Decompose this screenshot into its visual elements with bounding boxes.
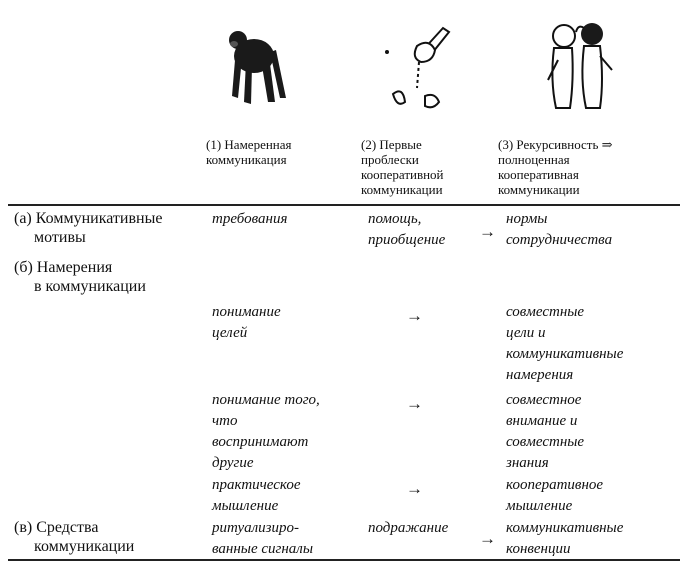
row-b2-col3: совместное внимание и совместные знания xyxy=(506,392,585,471)
row-b1-col3: совместные цели и коммуникативные намерения xyxy=(506,304,624,383)
row-a-col2: помощь, приобщение xyxy=(368,211,446,248)
row-a-col1: требования xyxy=(212,211,288,227)
row-b3-arrow-icon: → xyxy=(406,479,423,498)
row-c-col1: ритуализиро- ванные сигналы xyxy=(212,520,314,557)
row-b1-arrow-icon: → xyxy=(406,306,423,325)
row-b2-arrow-icon: → xyxy=(406,394,423,413)
pointing-hand-illustration xyxy=(383,22,458,114)
column-header-1: (1) Намеренная коммуникация xyxy=(206,137,292,167)
row-label-motives: (а) Коммуникативные мотивы xyxy=(14,210,163,246)
row-b1-col1: понимание целей xyxy=(212,304,281,341)
chimpanzee-illustration xyxy=(218,18,288,108)
column-header-3: (3) Рекурсивность ⇒ полноценная кооперативная коммуникации xyxy=(498,137,613,197)
row-c-col3: коммуникативные конвенции xyxy=(506,520,624,557)
row-c-col2: подражание xyxy=(368,520,449,536)
two-people-illustration xyxy=(540,20,620,112)
header-rule xyxy=(8,204,680,206)
row-b3-col1: практическое мышление xyxy=(212,477,301,514)
row-label-means: (в) Средства коммуникации xyxy=(14,519,135,555)
row-b3-col3: кооперативное мышление xyxy=(506,477,604,514)
row-a-arrow-icon: → xyxy=(479,222,496,241)
row-a-col3: нормы сотрудничества xyxy=(506,211,613,248)
row-c-arrow-icon: → xyxy=(479,529,496,548)
column-header-2: (2) Первые проблески кооперативной коммуникации xyxy=(361,137,444,197)
row-b2-col1: понимание того, что воспринимают другие xyxy=(212,392,320,471)
row-label-intentions: (б) Намерения в коммуникации xyxy=(14,259,146,295)
